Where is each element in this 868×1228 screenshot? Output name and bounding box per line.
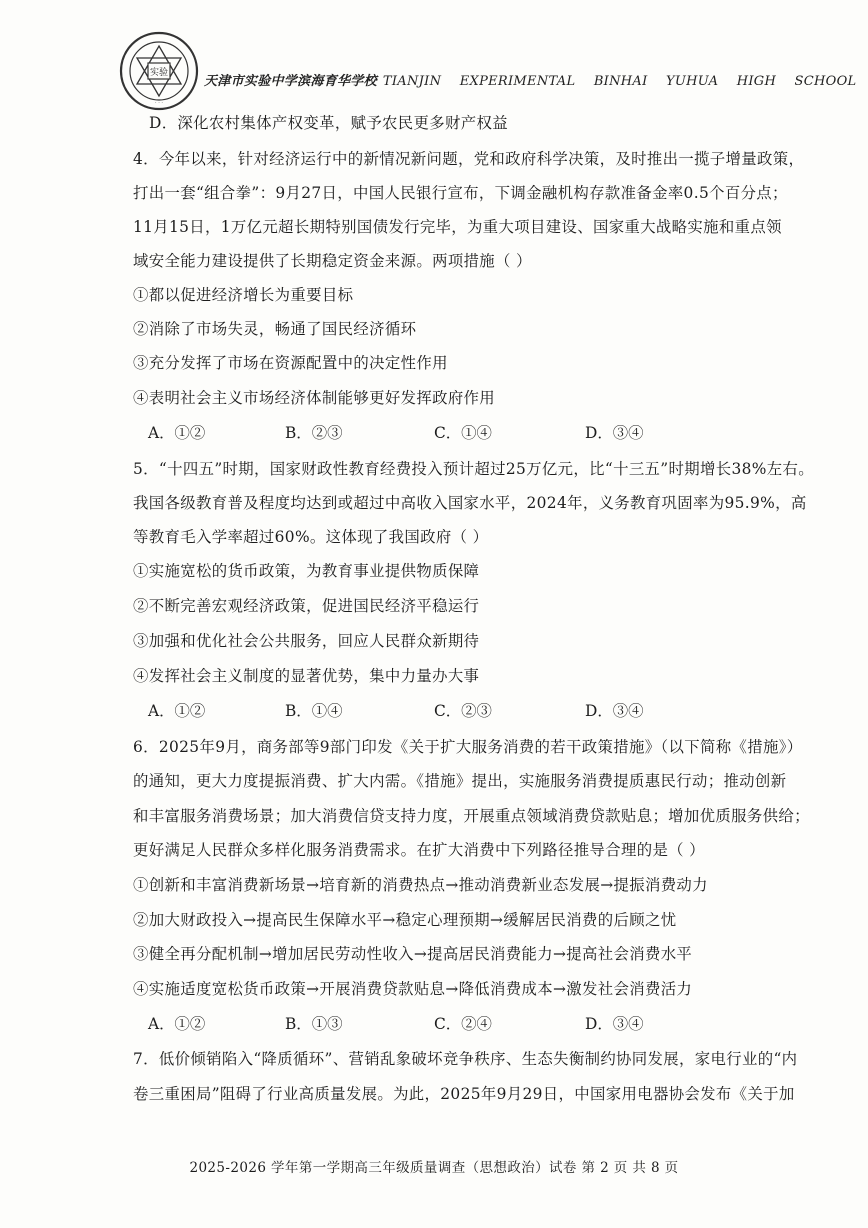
q6-stem-line-1: 6．2025年9月，商务部等9部门印发《关于扩大服务消费的若干政策措施》（以下简称《措施》） bbox=[133, 738, 803, 756]
q4-options bbox=[0, 422, 868, 444]
q6-stem-line-3: 和丰富服务消费场景；加大消费信贷支持力度，开展重点领域消费贷款贴息；增加优质服务供给； bbox=[133, 807, 810, 825]
q3-option-d: D．深化农村集体产权变革，赋予农民更多财产权益 bbox=[149, 114, 508, 132]
school-name-en: TIANJIN EXPERIMENTAL BINHAI YUHUA HIGH SCHOOL bbox=[382, 74, 857, 89]
q5-option-b: B．①④ bbox=[285, 702, 343, 720]
school-logo bbox=[118, 30, 200, 112]
q4-stem-line-2: 打出一套“组合拳”：9月27日，中国人民银行宣布，下调金融机构存款准备金率0.5个百分点； bbox=[133, 184, 788, 202]
q5-option-c: C．②③ bbox=[434, 702, 492, 720]
q6-stem-line-4: 更好满足人民群众多样化服务消费需求。在扩大消费中下列路径推导合理的是（ ） bbox=[133, 841, 705, 859]
q4-stem-line-3: 11月15日，1万亿元超长期特别国债发行完毕，为重大项目建设、国家重大战略实施和重点领 bbox=[133, 218, 782, 236]
q6-option-c: C．②④ bbox=[434, 1015, 492, 1033]
q7-stem-line-2: 卷三重困局”阻碍了行业高质量发展。为此，2025年9月29日，中国家用电器协会发布《关于加 bbox=[133, 1085, 795, 1103]
q4-option-a: A．①② bbox=[148, 424, 206, 442]
q4-statement-2: ②消除了市场失灵，畅通了国民经济循环 bbox=[133, 320, 417, 338]
svg-text:· · ·: · · · bbox=[155, 100, 163, 106]
q5-option-d: D．③④ bbox=[585, 702, 644, 720]
school-name bbox=[204, 70, 857, 89]
q4-stem-line-1: 4．今年以来，针对经济运行中的新情况新问题，党和政府科学决策，及时推出一揽子增量政策， bbox=[133, 150, 805, 168]
q6-option-a: A．①② bbox=[148, 1015, 206, 1033]
q5-statement-3: ③加强和优化社会公共服务，回应人民群众新期待 bbox=[133, 632, 480, 650]
q4-stem-line-4: 域安全能力建设提供了长期稳定资金来源。两项措施（ ） bbox=[133, 252, 532, 270]
q5-stem-line-2: 我国各级教育普及程度均达到或超过中高收入国家水平，2024年，义务教育巩固率为95.9%，高 bbox=[133, 494, 807, 512]
q4-option-b: B．②③ bbox=[285, 424, 343, 442]
q5-statement-1: ①实施宽松的货币政策，为教育事业提供物质保障 bbox=[133, 562, 480, 580]
q6-statement-3: ③健全再分配机制→增加居民劳动性收入→提高居民消费能力→提高社会消费水平 bbox=[133, 945, 693, 963]
q6-statement-2: ②加大财政投入→提高民生保障水平→稳定心理预期→缓解居民消费的后顾之忧 bbox=[133, 911, 677, 929]
q6-options bbox=[0, 1013, 868, 1035]
q7-stem-line-1: 7．低价倾销陷入“降质循环”、营销乱象破坏竞争秩序、生态失衡制约协同发展，家电行业的“内 bbox=[133, 1050, 798, 1068]
q4-statement-1: ①都以促进经济增长为重要目标 bbox=[133, 286, 354, 304]
page-header bbox=[118, 30, 857, 112]
page-footer: 2025-2026 学年第一学期高三年级质量调查（思想政治）试卷 第 2 页 共 8 页 bbox=[189, 1160, 679, 1176]
q6-option-d: D．③④ bbox=[585, 1015, 644, 1033]
q5-stem-line-1: 5．“十四五”时期，国家财政性教育经费投入预计超过25万亿元，比“十三五”时期增长38%左右。 bbox=[133, 460, 814, 478]
q5-options bbox=[0, 700, 868, 722]
q6-stem-line-2: 的通知，更大力度提振消费、扩大内需。《措施》提出，实施服务消费提质惠民行动；推动创新 bbox=[133, 772, 787, 790]
q5-stem-line-3: 等教育毛入学率超过60%。这体现了我国政府（ ） bbox=[133, 528, 489, 546]
q4-option-d: D．③④ bbox=[585, 424, 644, 442]
q5-statement-2: ②不断完善宏观经济政策，促进国民经济平稳运行 bbox=[133, 597, 480, 615]
school-name-cn: 天津市实验中学滨海育华学校 bbox=[204, 74, 377, 89]
q5-option-a: A．①② bbox=[148, 702, 206, 720]
q4-option-c: C．①④ bbox=[434, 424, 492, 442]
q4-statement-4: ④表明社会主义市场经济体制能够更好发挥政府作用 bbox=[133, 389, 496, 407]
q6-statement-1: ①创新和丰富消费新场景→培育新的消费热点→推动消费新业态发展→提振消费动力 bbox=[133, 876, 708, 894]
q5-statement-4: ④发挥社会主义制度的显著优势，集中力量办大事 bbox=[133, 667, 480, 685]
svg-text:实验: 实验 bbox=[149, 68, 169, 78]
q6-option-b: B．①③ bbox=[285, 1015, 343, 1033]
q6-statement-4: ④实施适度宽松货币政策→开展消费贷款贴息→降低消费成本→激发社会消费活力 bbox=[133, 980, 693, 998]
q4-statement-3: ③充分发挥了市场在资源配置中的决定性作用 bbox=[133, 354, 448, 372]
